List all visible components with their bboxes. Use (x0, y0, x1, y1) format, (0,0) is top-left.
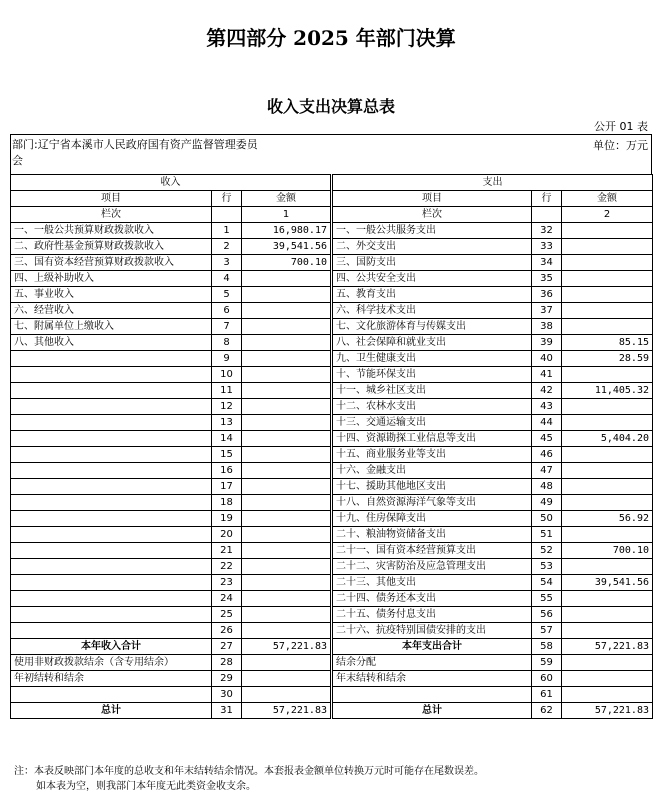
table-row (11, 271, 653, 287)
income-line-number: 10 (212, 367, 242, 383)
table-row (11, 351, 653, 367)
table-row (11, 607, 653, 623)
income-item: 使用非财政拨款结余（含专用结余） (11, 655, 212, 671)
expense-line-number: 61 (532, 687, 562, 703)
table-row (11, 671, 653, 687)
income-section-header: 收入 (11, 175, 331, 191)
income-item (11, 463, 212, 479)
expense-item: 七、文化旅游体育与传媒支出 (333, 319, 532, 335)
income-amount (242, 495, 331, 511)
expense-line-number: 49 (532, 495, 562, 511)
expense-line-number: 52 (532, 543, 562, 559)
expense-amount: 57,221.83 (562, 703, 653, 719)
expense-item: 结余分配 (333, 655, 532, 671)
income-item: 三、国有资本经营预算财政拨款收入 (11, 255, 212, 271)
expense-item: 二十二、灾害防治及应急管理支出 (333, 559, 532, 575)
income-amount (242, 591, 331, 607)
income-item: 七、附属单位上缴收入 (11, 319, 212, 335)
expense-amount: 11,405.32 (562, 383, 653, 399)
table-row (11, 575, 653, 591)
income-amount: 700.10 (242, 255, 331, 271)
expense-item: 二十一、国有资本经营预算支出 (333, 543, 532, 559)
expense-line-number: 59 (532, 655, 562, 671)
expense-item: 十八、自然资源海洋气象等支出 (333, 495, 532, 511)
section-header-row (11, 175, 653, 191)
table-row (11, 591, 653, 607)
expense-line-number: 56 (532, 607, 562, 623)
income-item (11, 367, 212, 383)
income-item (11, 479, 212, 495)
income-line-number: 13 (212, 415, 242, 431)
expense-item: 十六、金融支出 (333, 463, 532, 479)
income-line-number: 7 (212, 319, 242, 335)
income-amount (242, 559, 331, 575)
expense-amount (562, 559, 653, 575)
income-line-number: 21 (212, 543, 242, 559)
income-line-number: 15 (212, 447, 242, 463)
income-item (11, 687, 212, 703)
expense-item: 十五、商业服务业等支出 (333, 447, 532, 463)
income-item: 六、经营收入 (11, 303, 212, 319)
income-amount (242, 479, 331, 495)
income-line-number: 3 (212, 255, 242, 271)
income-line-number: 8 (212, 335, 242, 351)
income-line-number: 20 (212, 527, 242, 543)
income-line-number: 16 (212, 463, 242, 479)
expense-amount (562, 447, 653, 463)
income-amount (242, 367, 331, 383)
table-row (11, 239, 653, 255)
expense-line-number: 60 (532, 671, 562, 687)
income-line-number: 26 (212, 623, 242, 639)
expense-line-number: 40 (532, 351, 562, 367)
footnote-line-2: 如本表为空，则我部门本年度无此类资金收支余。 (36, 781, 256, 792)
expense-item: 二十六、抗疫特别国债安排的支出 (333, 623, 532, 639)
expense-amount: 28.59 (562, 351, 653, 367)
income-line-number: 28 (212, 655, 242, 671)
income-line-number: 24 (212, 591, 242, 607)
expense-line-number: 36 (532, 287, 562, 303)
expense-item: 六、科学技术支出 (333, 303, 532, 319)
expense-item-header: 项目 (333, 191, 532, 207)
income-line-header: 行 (212, 191, 242, 207)
table-row (11, 255, 653, 271)
table-row (11, 303, 653, 319)
income-amount (242, 543, 331, 559)
income-amount (242, 575, 331, 591)
table-row (11, 559, 653, 575)
income-line-number: 6 (212, 303, 242, 319)
expense-line-number: 48 (532, 479, 562, 495)
table-row (11, 383, 653, 399)
income-amount (242, 287, 331, 303)
expense-line-number: 62 (532, 703, 562, 719)
income-line-number: 14 (212, 431, 242, 447)
expense-item: 三、国防支出 (333, 255, 532, 271)
expense-line-number: 37 (532, 303, 562, 319)
table-row (11, 623, 653, 639)
expense-amount (562, 367, 653, 383)
income-amount (242, 447, 331, 463)
expense-amount: 39,541.56 (562, 575, 653, 591)
expense-amount (562, 303, 653, 319)
income-line-number: 18 (212, 495, 242, 511)
income-amount (242, 335, 331, 351)
expense-amount (562, 591, 653, 607)
income-amount (242, 271, 331, 287)
header-rule-right (651, 134, 652, 174)
expense-line-number: 38 (532, 319, 562, 335)
expense-item: 本年支出合计 (333, 639, 532, 655)
form-number: 公开 01 表 (594, 120, 648, 133)
expense-line-number: 33 (532, 239, 562, 255)
income-amount (242, 303, 331, 319)
expense-line-number: 45 (532, 431, 562, 447)
income-item: 总计 (11, 703, 212, 719)
table-row (11, 703, 653, 719)
expense-item: 九、卫生健康支出 (333, 351, 532, 367)
expense-line-number: 54 (532, 575, 562, 591)
expense-line-number: 57 (532, 623, 562, 639)
income-line-number: 17 (212, 479, 242, 495)
column-header-row (11, 191, 653, 207)
income-line-number: 4 (212, 271, 242, 287)
table-row (11, 335, 653, 351)
income-item (11, 431, 212, 447)
income-amount: 57,221.83 (242, 703, 331, 719)
expense-col-number: 2 (562, 207, 653, 223)
expense-line-number: 58 (532, 639, 562, 655)
expense-line-number: 46 (532, 447, 562, 463)
income-line-number: 11 (212, 383, 242, 399)
income-amount (242, 319, 331, 335)
expense-line-number: 43 (532, 399, 562, 415)
expense-line-number: 55 (532, 591, 562, 607)
header-rule-left (10, 134, 11, 174)
income-col-number: 1 (242, 207, 331, 223)
expense-line-number: 50 (532, 511, 562, 527)
income-amount (242, 351, 331, 367)
expense-item: 年末结转和结余 (333, 671, 532, 687)
income-item (11, 543, 212, 559)
income-amount (242, 623, 331, 639)
table-row (11, 367, 653, 383)
expense-item: 八、社会保障和就业支出 (333, 335, 532, 351)
income-item (11, 607, 212, 623)
expense-item: 一、一般公共服务支出 (333, 223, 532, 239)
expense-amount-header: 金额 (562, 191, 653, 207)
table-row (11, 399, 653, 415)
page-title: 第四部分 2025 年部门决算 (206, 26, 456, 50)
table-title: 收入支出决算总表 (266, 97, 395, 116)
expense-amount (562, 463, 653, 479)
income-line-number: 12 (212, 399, 242, 415)
expense-line-number: 53 (532, 559, 562, 575)
expense-item: 二、外交支出 (333, 239, 532, 255)
expense-line-number: 32 (532, 223, 562, 239)
expense-amount (562, 495, 653, 511)
expense-item: 四、公共安全支出 (333, 271, 532, 287)
income-line-number: 25 (212, 607, 242, 623)
expense-amount (562, 671, 653, 687)
expense-amount (562, 607, 653, 623)
expense-amount: 700.10 (562, 543, 653, 559)
income-item: 四、上级补助收入 (11, 271, 212, 287)
income-item: 本年收入合计 (11, 639, 212, 655)
expense-item: 十二、农林水支出 (333, 399, 532, 415)
expense-amount: 5,404.20 (562, 431, 653, 447)
table-row (11, 479, 653, 495)
expense-amount: 56.92 (562, 511, 653, 527)
income-amount (242, 527, 331, 543)
table-row (11, 463, 653, 479)
table-row (11, 415, 653, 431)
expense-amount (562, 239, 653, 255)
expense-item: 十四、资源勘探工业信息等支出 (333, 431, 532, 447)
expense-item (333, 687, 532, 703)
table-row (11, 431, 653, 447)
income-item: 五、事业收入 (11, 287, 212, 303)
income-line-number: 9 (212, 351, 242, 367)
table-row (11, 319, 653, 335)
expense-line-header: 行 (532, 191, 562, 207)
expense-amount (562, 415, 653, 431)
expense-amount (562, 527, 653, 543)
income-amount (242, 607, 331, 623)
table-row (11, 687, 653, 703)
income-amount-header: 金额 (242, 191, 331, 207)
expense-amount (562, 655, 653, 671)
income-item (11, 527, 212, 543)
expense-item: 五、教育支出 (333, 287, 532, 303)
table-row (11, 495, 653, 511)
header-rule-top (10, 134, 652, 135)
income-item (11, 383, 212, 399)
expense-amount (562, 479, 653, 495)
expense-line-number: 41 (532, 367, 562, 383)
expense-amount (562, 287, 653, 303)
expense-amount (562, 399, 653, 415)
income-amount (242, 399, 331, 415)
expense-line-number: 42 (532, 383, 562, 399)
income-item: 八、其他收入 (11, 335, 212, 351)
income-item (11, 575, 212, 591)
table-row (11, 543, 653, 559)
expense-line-number: 51 (532, 527, 562, 543)
income-line-number: 5 (212, 287, 242, 303)
income-line-number: 19 (212, 511, 242, 527)
expense-amount (562, 319, 653, 335)
expense-item: 十七、援助其他地区支出 (333, 479, 532, 495)
income-item: 二、政府性基金预算财政拨款收入 (11, 239, 212, 255)
income-amount (242, 687, 331, 703)
income-item (11, 559, 212, 575)
expense-item: 二十四、债务还本支出 (333, 591, 532, 607)
table-row (11, 223, 653, 239)
income-item: 一、一般公共预算财政拨款收入 (11, 223, 212, 239)
expense-amount: 57,221.83 (562, 639, 653, 655)
column-index-row (11, 207, 653, 223)
income-line-number: 22 (212, 559, 242, 575)
income-amount: 57,221.83 (242, 639, 331, 655)
income-amount (242, 671, 331, 687)
table-row (11, 655, 653, 671)
expense-amount (562, 271, 653, 287)
expense-line-number: 35 (532, 271, 562, 287)
footnote-line-1: 注：本表反映部门本年度的总收支和年末结转结余情况。本套报表金额单位转换万元时可能存在尾数误差。 (14, 766, 484, 777)
expense-item: 十、节能环保支出 (333, 367, 532, 383)
unit-label: 单位：万元 (593, 139, 648, 152)
expense-amount (562, 687, 653, 703)
income-item: 年初结转和结余 (11, 671, 212, 687)
income-line-number: 2 (212, 239, 242, 255)
expense-amount (562, 623, 653, 639)
expense-section-header: 支出 (333, 175, 653, 191)
expense-item: 二十、粮油物资储备支出 (333, 527, 532, 543)
income-item (11, 447, 212, 463)
income-line-number: 23 (212, 575, 242, 591)
income-line-number: 29 (212, 671, 242, 687)
expense-col-label: 栏次 (333, 207, 532, 223)
income-item (11, 399, 212, 415)
table-row (11, 287, 653, 303)
income-amount (242, 415, 331, 431)
income-expense-table (10, 174, 653, 719)
income-line-number: 30 (212, 687, 242, 703)
income-item (11, 495, 212, 511)
income-amount (242, 383, 331, 399)
footnote (10, 764, 652, 794)
expense-line-number: 47 (532, 463, 562, 479)
income-line-number: 31 (212, 703, 242, 719)
income-amount: 39,541.56 (242, 239, 331, 255)
expense-amount (562, 255, 653, 271)
income-item (11, 591, 212, 607)
table-row (11, 639, 653, 655)
expense-item: 总计 (333, 703, 532, 719)
income-amount: 16,980.17 (242, 223, 331, 239)
income-line-number: 1 (212, 223, 242, 239)
expense-item: 二十三、其他支出 (333, 575, 532, 591)
income-amount (242, 463, 331, 479)
income-col-label: 栏次 (11, 207, 212, 223)
table-row (11, 511, 653, 527)
income-amount (242, 431, 331, 447)
expense-item: 十三、交通运输支出 (333, 415, 532, 431)
expense-amount (562, 223, 653, 239)
expense-line-number: 44 (532, 415, 562, 431)
expense-line-number: 39 (532, 335, 562, 351)
table-row (11, 447, 653, 463)
income-line-number: 27 (212, 639, 242, 655)
income-item (11, 415, 212, 431)
expense-line-number: 34 (532, 255, 562, 271)
income-amount (242, 511, 331, 527)
income-item-header: 项目 (11, 191, 212, 207)
expense-item: 十九、住房保障支出 (333, 511, 532, 527)
department-name: 部门:辽宁省本溪市人民政府国有资产监督管理委员会 (12, 138, 258, 167)
expense-item: 十一、城乡社区支出 (333, 383, 532, 399)
expense-item: 二十五、债务付息支出 (333, 607, 532, 623)
expense-amount: 85.15 (562, 335, 653, 351)
table-row (11, 527, 653, 543)
income-amount (242, 655, 331, 671)
income-item (11, 351, 212, 367)
income-item (11, 511, 212, 527)
income-item (11, 623, 212, 639)
